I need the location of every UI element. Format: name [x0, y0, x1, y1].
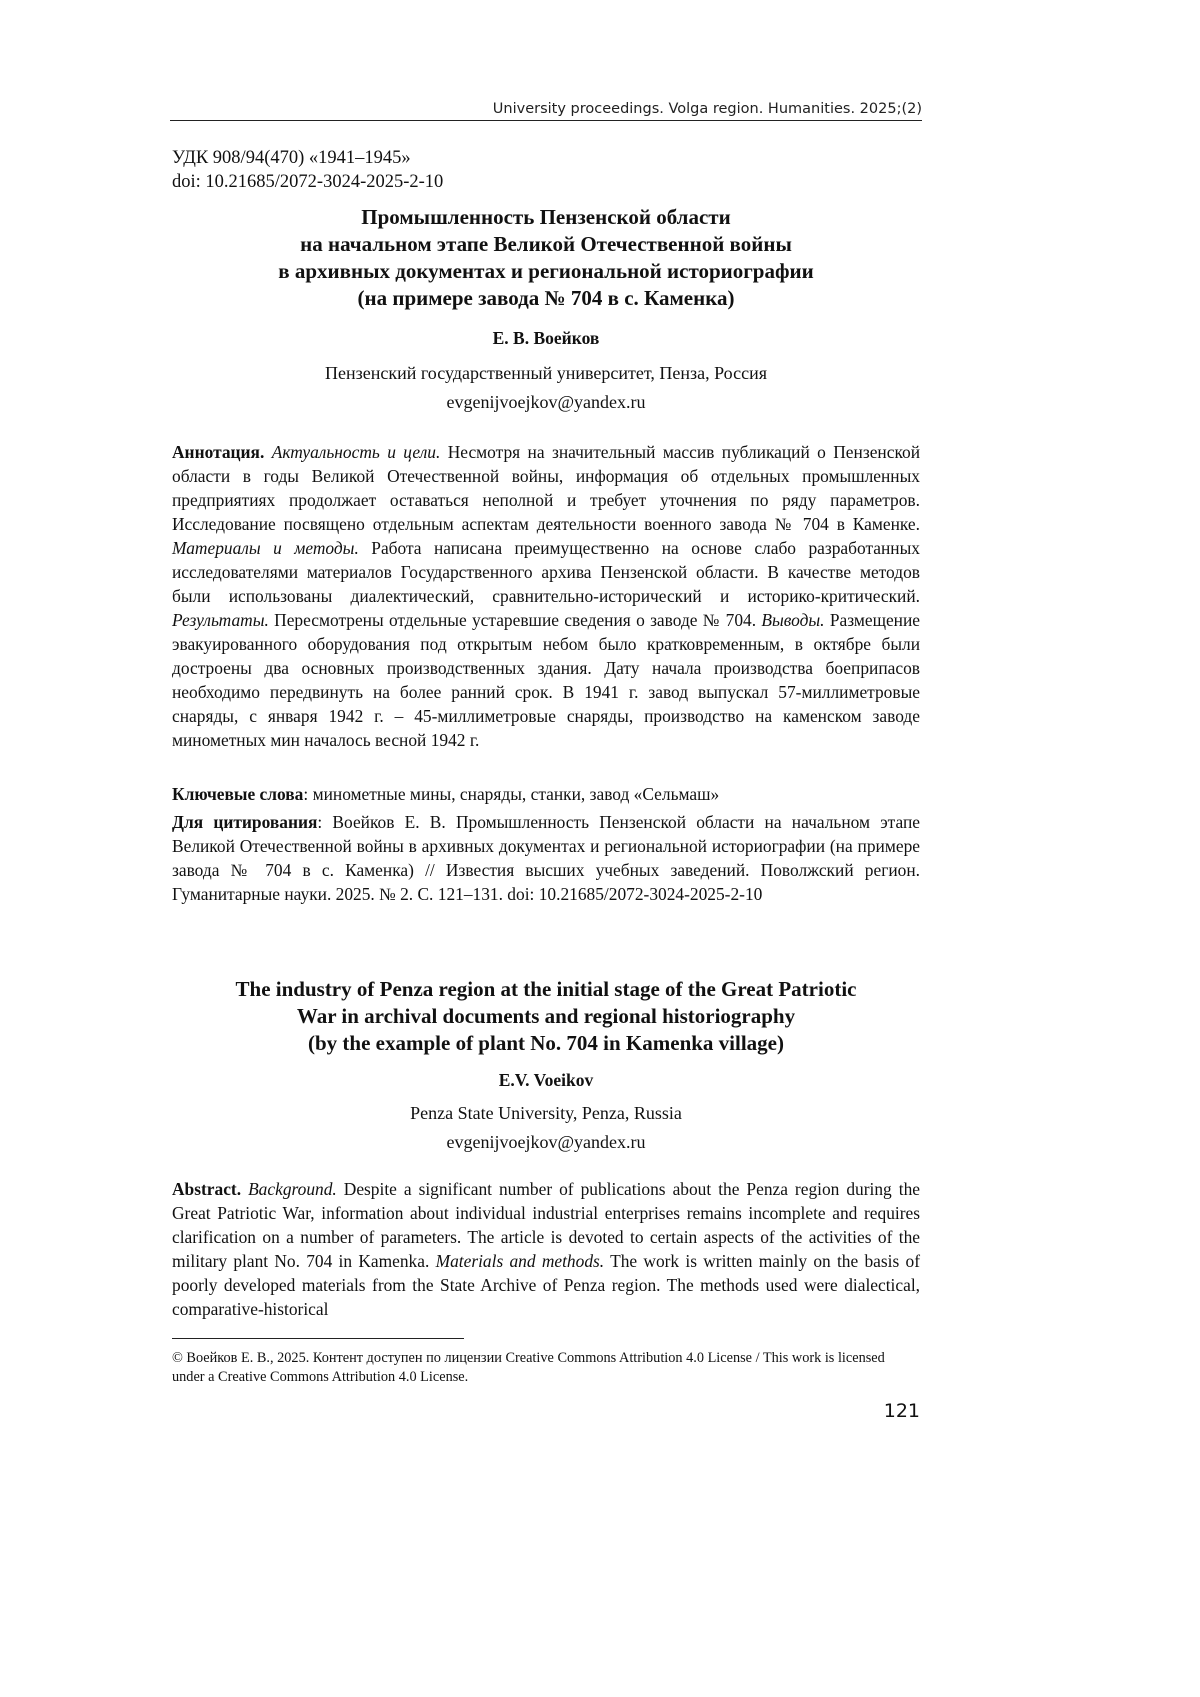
- title-en-line: The industry of Penza region at the initial stage of the Great Patriotic: [235, 977, 857, 1001]
- abstract-en: [172, 1177, 920, 1321]
- title-en-line: War in archival documents and regional historiography: [296, 1004, 796, 1028]
- abstract-ru-methods-label: Материалы и методы.: [172, 538, 359, 558]
- abstract-ru-results-label: Результаты.: [172, 610, 269, 630]
- abstract-ru-conclusions-text: Размещение эвакуированного оборудования под открытым небом было кратковременным, в октябре были достроены два основных производственных здания. Дату начала производства боеприпасов необходимо передвинуть на более ранний срок. В 1941 г. завод выпускал 57-миллиметровые снаряды, с января 1942 г. – 45-миллиметровые снаряды, производство на каменском заводе минометных мин началось весной 1942 г.: [172, 610, 921, 750]
- abstract-en-background-label: Background.: [248, 1179, 337, 1199]
- abstract-ru-results-text: Пересмотрены отдельные устаревшие сведения о заводе № 704.: [274, 610, 757, 630]
- author-en: E.V. Voeikov: [498, 1070, 594, 1090]
- abstract-en-label: Abstract.: [172, 1179, 242, 1199]
- keywords-ru: [172, 782, 920, 806]
- abstract-ru-conclusions-label: Выводы.: [761, 610, 825, 630]
- title-ru-line: Промышленность Пензенской области: [361, 205, 731, 229]
- citation-ru-label: Для цитирования: [172, 812, 318, 832]
- abstract-ru-background-text: Несмотря на значительный массив публикаций о Пензенской области в годы Великой Отечественной войны, информация об отдельных промышленных предприятиях продолжает оставаться неполной и требует уточнения по ряду параметров. Исследование посвящено отдельным аспектам деятельности военного завода № 704 в Каменке.: [172, 442, 921, 534]
- title-ru-line: на начальном этапе Великой Отечественной войны: [300, 232, 792, 256]
- title-en: [170, 976, 922, 1057]
- email-ru[interactable]: evgenijvoejkov@yandex.ru: [446, 392, 646, 412]
- copyright-footnote: © Воейков Е. В., 2025. Контент доступен по лицензии Creative Commons Attribution 4.0 License / This work is licensed under a Creative Commons Attribution 4.0 License.: [172, 1350, 885, 1385]
- citation-ru: [172, 810, 920, 906]
- udk-block: [172, 146, 443, 194]
- abstract-ru-label: Аннотация.: [172, 442, 265, 462]
- doi: doi: 10.21685/2072-3024-2025-2-10: [172, 172, 444, 192]
- keywords-ru-label: Ключевые слова: [172, 784, 304, 804]
- title-ru: [170, 204, 922, 312]
- running-head: University proceedings. Volga region. Humanities. 2025;(2): [170, 101, 922, 121]
- citation-ru-text: : Воейков Е. В. Промышленность Пензенской области на начальном этапе Великой Отечественной войны в архивных документах и региональной историографии (на примере завода № 704 в с. Каменка) // Известия высших учебных заведений. Поволжский регион. Гуманитарные науки. 2025. № 2. С. 121–131. doi: 10.21685/2072-3024-2025-2-10: [172, 812, 920, 904]
- abstract-ru-background-label: Актуальность и цели.: [271, 442, 441, 462]
- affiliation-ru: Пензенский государственный университет, Пенза, Россия: [325, 363, 767, 383]
- keywords-ru-text: : минометные мины, снаряды, станки, завод «Сельмаш»: [303, 784, 720, 804]
- abstract-en-methods-text: The work is written mainly on the basis of poorly developed materials from the State Archive of Penza region. The methods used were dialectical, comparative-historical: [172, 1251, 921, 1319]
- page-number: 121: [883, 1400, 920, 1422]
- email-en[interactable]: evgenijvoejkov@yandex.ru: [446, 1132, 646, 1152]
- author-ru: Е. В. Воейков: [492, 328, 600, 348]
- footnote-divider: [172, 1338, 464, 1339]
- affiliation-en: Penza State University, Penza, Russia: [410, 1103, 682, 1123]
- udk-code: УДК 908/94(470) «1941–1945»: [172, 148, 411, 168]
- abstract-en-methods-label: Materials and methods.: [435, 1251, 605, 1271]
- title-ru-line: в архивных документах и региональной историографии: [278, 259, 814, 283]
- abstract-en-background-text: Despite a significant number of publications about the Penza region during the Great Patriotic War, information about individual industrial enterprises remains incomplete and requires clarification on a number of parameters. The article is devoted to certain aspects of the activities of the military plant No. 704 in Kamenka.: [172, 1179, 920, 1271]
- abstract-ru: [172, 440, 920, 752]
- abstract-ru-methods-text: Работа написана преимущественно на основе слабо разработанных исследователями материалов Государственного архива Пензенской области. В качестве методов были использованы диалектический, сравнительно-исторический и историко-критический.: [172, 538, 920, 606]
- title-en-line: (by the example of plant No. 704 in Kamenka village): [308, 1031, 784, 1055]
- title-ru-line: (на примере завода № 704 в с. Каменка): [357, 286, 735, 310]
